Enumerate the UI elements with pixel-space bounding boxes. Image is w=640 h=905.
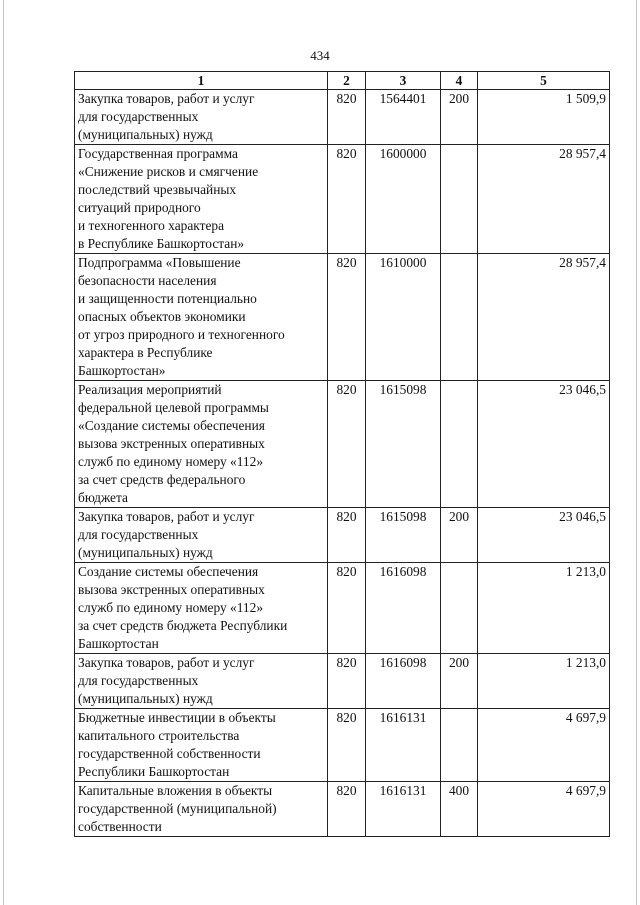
ministry-code-cell: 820 [328, 508, 366, 563]
row-name-line: за счет средств федерального [78, 472, 246, 487]
expense-type-cell [441, 254, 478, 381]
ministry-code-cell: 820 [328, 654, 366, 709]
row-name-cell [75, 254, 328, 381]
target-article-cell: 1600000 [366, 145, 441, 254]
table-body [75, 90, 610, 837]
row-name-cell [75, 508, 328, 563]
table-row [75, 254, 610, 381]
page-number: 434 [310, 48, 330, 63]
table-row [75, 654, 610, 709]
row-name-line: (муниципальных) нужд [78, 545, 213, 560]
amount-cell: 4 697,9 [478, 782, 610, 837]
table-row [75, 782, 610, 837]
row-name-line: от угроз природного и техногенного [78, 327, 285, 342]
row-name-line: ситуаций природного [78, 200, 201, 215]
right-scan-edge [636, 0, 637, 905]
ministry-code-cell: 820 [328, 254, 366, 381]
expense-type-cell: 200 [441, 90, 478, 145]
row-name-line: бюджета [78, 490, 128, 505]
expense-type-cell [441, 709, 478, 782]
row-name-line: Закупка товаров, работ и услуг [78, 91, 255, 106]
row-name-line: (муниципальных) нужд [78, 691, 213, 706]
table-row [75, 90, 610, 145]
row-name-line: вызова экстренных оперативных [78, 582, 265, 597]
row-name-line: государственной собственности [78, 746, 261, 761]
ministry-code-cell: 820 [328, 145, 366, 254]
row-name-line: федеральной целевой программы [78, 400, 269, 415]
row-name-line: и защищенности потенциально [78, 291, 257, 306]
header-cell-2: 2 [328, 72, 366, 90]
left-scan-edge [3, 0, 4, 905]
ministry-code-cell: 820 [328, 709, 366, 782]
row-name-line: для государственных [78, 527, 199, 542]
amount-cell: 4 697,9 [478, 709, 610, 782]
row-name-line: в Республике Башкортостан» [78, 236, 245, 251]
target-article-cell: 1610000 [366, 254, 441, 381]
ministry-code-cell: 820 [328, 782, 366, 837]
target-article-cell: 1615098 [366, 508, 441, 563]
ministry-code-cell: 820 [328, 563, 366, 654]
header-cell-5: 5 [478, 72, 610, 90]
row-name-line: вызова экстренных оперативных [78, 436, 265, 451]
row-name-line: Закупка товаров, работ и услуг [78, 655, 255, 670]
row-name-line: Реализация мероприятий [78, 382, 222, 397]
row-name-line: Подпрограмма «Повышение [78, 255, 241, 270]
amount-cell: 1 213,0 [478, 654, 610, 709]
table-row [75, 508, 610, 563]
header-cell-3: 3 [366, 72, 441, 90]
row-name-line: капитального строительства [78, 728, 240, 743]
expense-type-cell: 200 [441, 654, 478, 709]
row-name-cell [75, 782, 328, 837]
header-cell-4: 4 [441, 72, 478, 90]
row-name-line: Республики Башкортостан [78, 764, 230, 779]
target-article-cell: 1616131 [366, 709, 441, 782]
row-name-line: (муниципальных) нужд [78, 127, 213, 142]
target-article-cell: 1616098 [366, 654, 441, 709]
row-name-line: Бюджетные инвестиции в объекты [78, 710, 276, 725]
header-cell-1: 1 [75, 72, 328, 90]
row-name-cell [75, 145, 328, 254]
expense-type-cell: 400 [441, 782, 478, 837]
row-name-line: Башкортостан» [78, 363, 166, 378]
row-name-line: служб по единому номеру «112» [78, 454, 264, 469]
expense-type-cell [441, 381, 478, 508]
table-row [75, 563, 610, 654]
expense-type-cell [441, 563, 478, 654]
row-name-line: для государственных [78, 109, 199, 124]
row-name-line: Закупка товаров, работ и услуг [78, 509, 255, 524]
ministry-code-cell: 820 [328, 381, 366, 508]
row-name-cell [75, 90, 328, 145]
row-name-line: Создание системы обеспечения [78, 564, 259, 579]
row-name-cell [75, 709, 328, 782]
target-article-cell: 1615098 [366, 381, 441, 508]
row-name-cell [75, 654, 328, 709]
row-name-line: «Создание системы обеспечения [78, 418, 265, 433]
target-article-cell: 1616098 [366, 563, 441, 654]
row-name-line: «Снижение рисков и смягчение [78, 164, 259, 179]
amount-cell: 23 046,5 [478, 508, 610, 563]
row-name-line: собственности [78, 819, 162, 834]
budget-table [74, 71, 610, 837]
row-name-line: характера в Республике [78, 345, 213, 360]
row-name-line: и техногенного характера [78, 218, 225, 233]
amount-cell: 1 509,9 [478, 90, 610, 145]
row-name-line: Башкортостан [78, 636, 159, 651]
row-name-line: последствий чрезвычайных [78, 182, 237, 197]
amount-cell: 1 213,0 [478, 563, 610, 654]
amount-cell: 28 957,4 [478, 254, 610, 381]
row-name-cell [75, 563, 328, 654]
expense-type-cell [441, 145, 478, 254]
ministry-code-cell: 820 [328, 90, 366, 145]
row-name-line: Государственная программа [78, 146, 238, 161]
row-name-line: за счет средств бюджета Республики [78, 618, 288, 633]
row-name-line: опасных объектов экономики [78, 309, 246, 324]
expense-type-cell: 200 [441, 508, 478, 563]
table-row [75, 145, 610, 254]
target-article-cell: 1616131 [366, 782, 441, 837]
target-article-cell: 1564401 [366, 90, 441, 145]
row-name-line: безопасности населения [78, 273, 217, 288]
row-name-line: служб по единому номеру «112» [78, 600, 264, 615]
row-name-cell [75, 381, 328, 508]
amount-cell: 28 957,4 [478, 145, 610, 254]
amount-cell: 23 046,5 [478, 381, 610, 508]
header-row [75, 72, 610, 90]
row-name-line: для государственных [78, 673, 199, 688]
row-name-line: государственной (муниципальной) [78, 801, 277, 816]
table-row [75, 709, 610, 782]
row-name-line: Капитальные вложения в объекты [78, 783, 273, 798]
table-row [75, 381, 610, 508]
